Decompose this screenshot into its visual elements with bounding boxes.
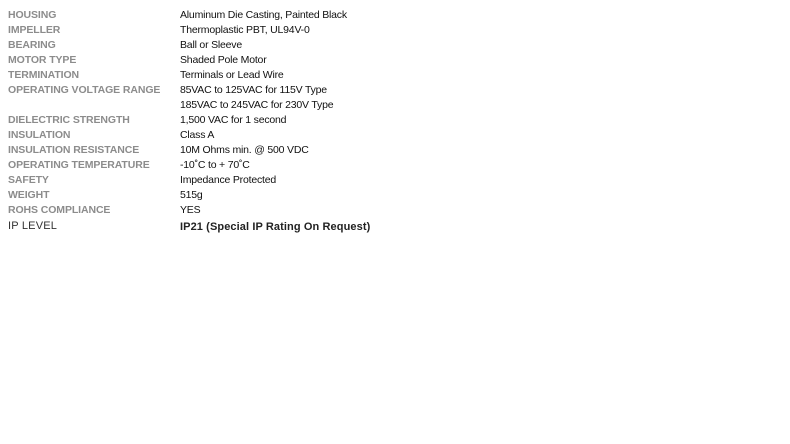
spec-values [180,128,508,143]
spec-label: HOUSING [8,9,57,21]
spec-values [180,68,508,83]
spec-values [180,143,508,158]
spec-value: 85VAC to 125VAC for 115V Type [180,84,327,96]
spec-value: 515g [180,189,203,201]
spec-value: Shaded Pole Motor [180,54,267,66]
spec-label: TERMINATION [8,69,80,81]
spec-values [180,203,508,218]
spec-label: IMPELLER [8,24,61,36]
spec-values [180,113,508,128]
spec-values [180,38,508,53]
spec-label: INSULATION [8,129,71,141]
spec-row-ip-level [8,218,508,235]
spec-row-housing [8,8,508,23]
spec-values [180,83,508,113]
spec-value: Ball or Sleeve [180,39,242,51]
spec-values [180,158,508,173]
spec-label: INSULATION RESISTANCE [8,144,140,156]
spec-row-weight [8,188,508,203]
spec-label: ROHS COMPLIANCE [8,204,111,216]
spec-row-impeller [8,23,508,38]
spec-value: Aluminum Die Casting, Painted Black [180,9,347,21]
spec-row-bearing [8,38,508,53]
spec-value: Class A [180,129,215,141]
spec-value: Impedance Protected [180,174,277,186]
spec-value: -10˚C to + 70˚C [180,159,250,171]
spec-row-termination [8,68,508,83]
spec-values [180,8,508,23]
spec-label: SAFETY [8,174,49,186]
spec-row-operating-temperature [8,158,508,173]
spec-values [180,173,508,188]
spec-table [8,8,508,235]
spec-row-insulation-resistance [8,143,508,158]
spec-row-operating-voltage-range [8,83,508,113]
spec-label: DIELECTRIC STRENGTH [8,114,130,126]
spec-label: WEIGHT [8,189,50,201]
spec-value: Thermoplastic PBT, UL94V-0 [180,24,310,36]
spec-row-rohs-compliance [8,203,508,218]
spec-label: BEARING [8,39,56,51]
spec-values [180,188,508,203]
spec-label: MOTOR TYPE [8,54,77,66]
spec-label: OPERATING VOLTAGE RANGE [8,84,161,96]
spec-value: 185VAC to 245VAC for 230V Type [180,99,334,111]
spec-row-insulation [8,128,508,143]
spec-row-dielectric-strength [8,113,508,128]
spec-value: 10M Ohms min. @ 500 VDC [180,144,309,156]
spec-value: IP21 (Special IP Rating On Request) [180,221,371,233]
spec-label: IP LEVEL [8,220,58,232]
spec-values [180,53,508,68]
spec-label: OPERATING TEMPERATURE [8,159,150,171]
spec-row-safety [8,173,508,188]
spec-value: YES [180,204,201,216]
spec-value: 1,500 VAC for 1 second [180,114,287,126]
spec-values [180,218,508,235]
spec-row-motor-type [8,53,508,68]
spec-values [180,23,508,38]
spec-value: Terminals or Lead Wire [180,69,284,81]
